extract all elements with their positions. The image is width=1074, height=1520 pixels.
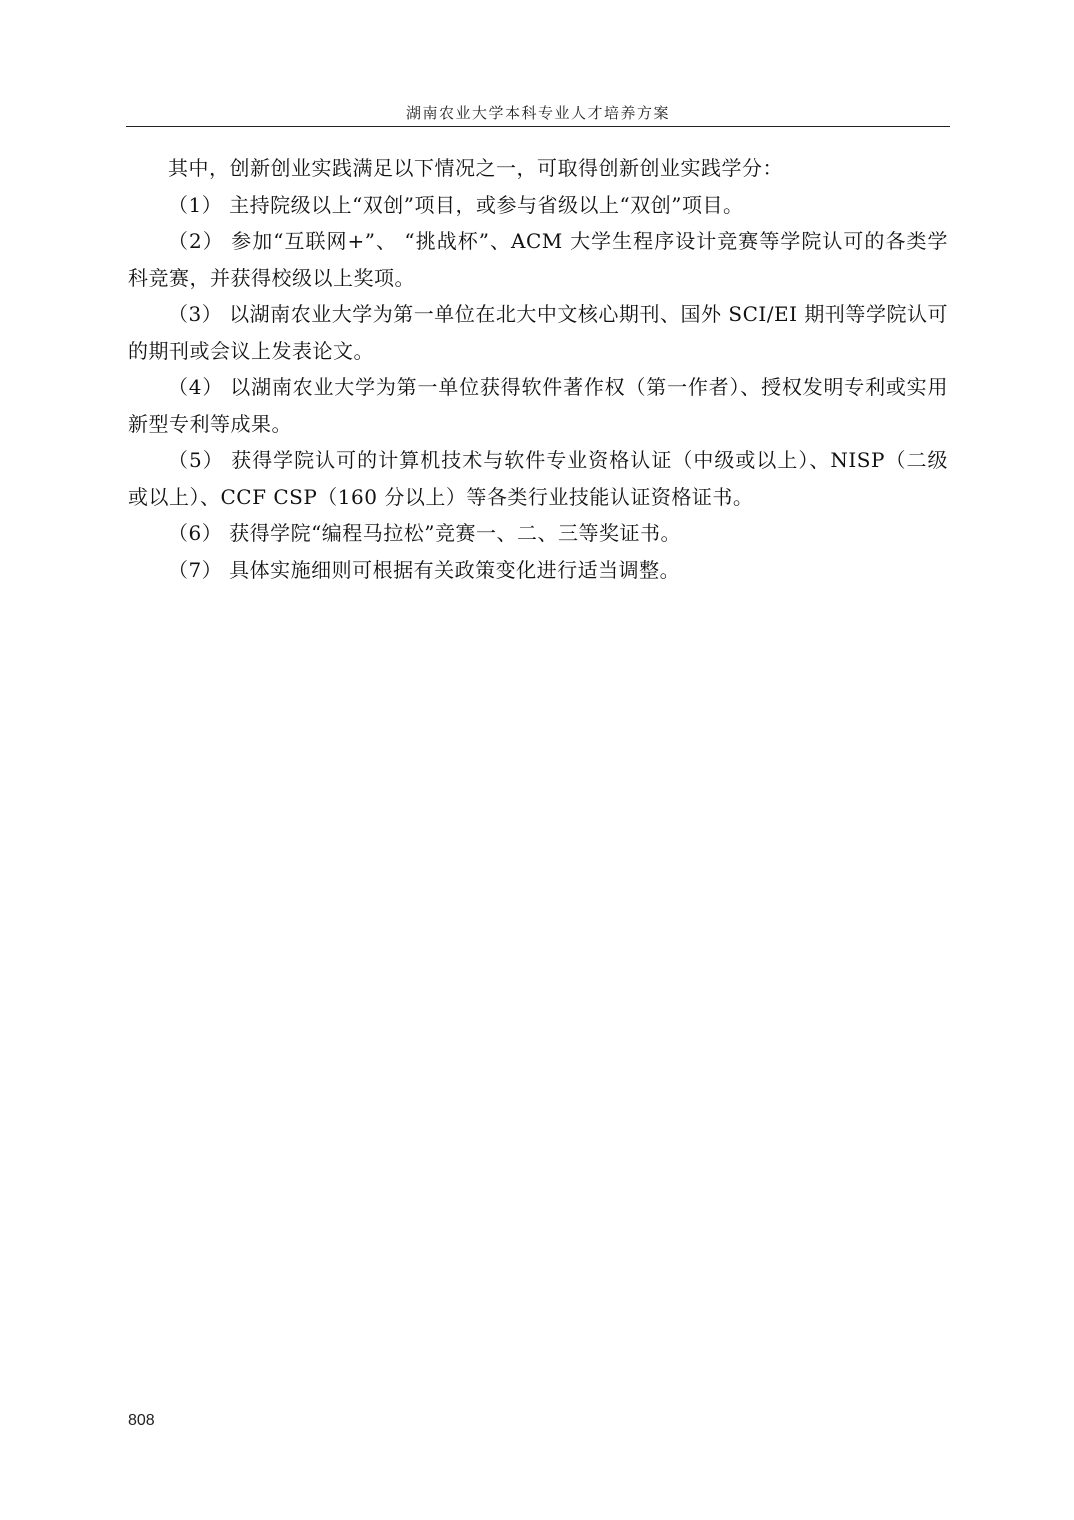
paragraph-item-6: （6） 获得学院“编程马拉松”竞赛一、二、三等奖证书。: [168, 521, 682, 545]
paragraph-item-3: （3） 以湖南农业大学为第一单位在北大中文核心期刊、国外 SCI/EI 期刊等学院认可的期刊或会议上发表论文。: [128, 302, 948, 363]
paragraph-item-1: （1） 主持院级以上“双创”项目，或参与省级以上“双创”项目。: [168, 192, 744, 217]
page-number: 808: [128, 1412, 155, 1429]
paragraph-item-5: （5） 获得学院认可的计算机技术与软件专业资格认证（中级或以上）、NISP（二级或以上）、CCF CSP（160 分以上）等各类行业技能认证资格证书。: [128, 448, 948, 509]
header-title: 湖南农业大学本科专业人才培养方案: [405, 104, 670, 122]
paragraph-intro: 其中，创新创业实践满足以下情况之一，可取得创新创业实践学分：: [168, 156, 783, 180]
paragraph-item-4: （4） 以湖南农业大学为第一单位获得软件著作权（第一作者）、授权发明专利或实用新型专利等成果。: [128, 375, 948, 436]
paragraph-item-2: （2） 参加“互联网+”、 “挑战杯”、ACM 大学生程序设计竞赛等学院认可的各类学科竞赛，并获得校级以上奖项。: [128, 229, 948, 290]
paragraph-item-7: （7） 具体实施细则可根据有关政策变化进行适当调整。: [168, 557, 681, 582]
document-body: [128, 150, 948, 588]
page-header: [126, 100, 950, 127]
